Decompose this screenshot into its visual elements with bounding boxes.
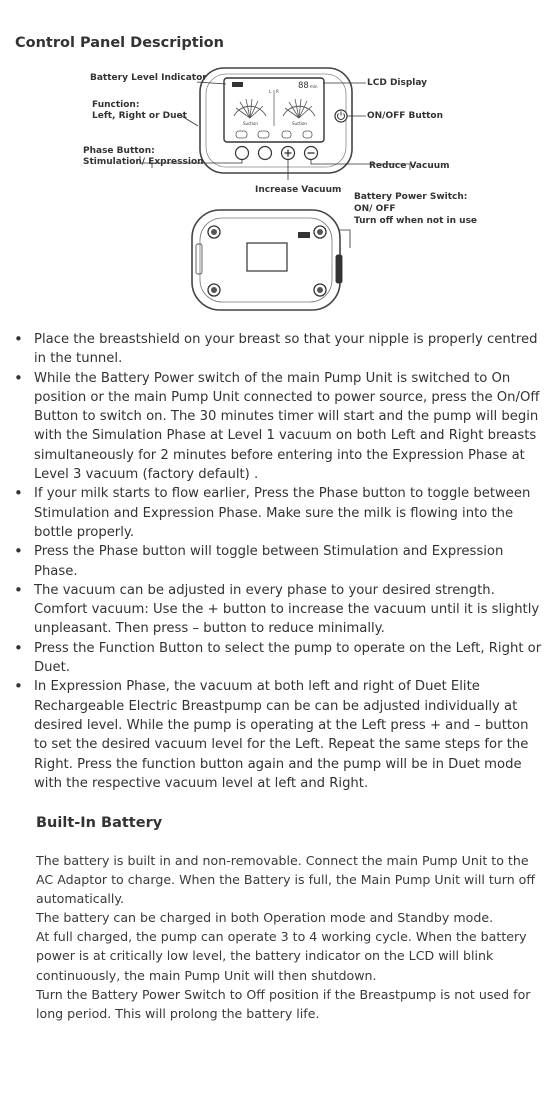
lcd-left-mark: L (269, 89, 272, 94)
label-battery-power-switch: Battery Power Switch: ON/ OFF Turn off when not in use (354, 192, 478, 226)
list-item: • If your milk starts to flow earlier, Press the Phase button to toggle between Stimulation and Expression Phase. Make sure the milk is flowing into the bottle properly. (14, 484, 544, 542)
label-increase-vacuum: Increase Vacuum (255, 185, 342, 195)
battery-text-block (36, 851, 541, 1023)
function-button (259, 147, 272, 160)
lcd-timer-unit: min (310, 84, 318, 89)
battery-compartment (247, 243, 287, 271)
label-function: Function: Left, Right or Duet (92, 100, 187, 121)
list-item: • Press the Function Button to select the pump to operate on the Left, Right or Duet. (14, 639, 544, 678)
battery-paragraph: At full charged, the pump can operate 3 to 4 working cycle. When the battery power is at critically low level, the battery indicator on the LCD will blink continuously, the main Pump Unit will then shutdown. (36, 929, 527, 983)
lcd-right-caption: Suction (292, 121, 307, 126)
instructions-list (14, 330, 544, 793)
battery-paragraph: The battery can be charged in both Operation mode and Standby mode. (36, 910, 494, 926)
list-item: • The vacuum can be adjusted in every phase to your desired strength. Comfort vacuum: Use the + button to increase the vacuum until it is slightly unpleasant. Then press – button to reduce minimally. (14, 581, 544, 639)
label-onoff-button: ON/OFF Button (367, 111, 444, 121)
label-reduce-vacuum: Reduce Vacuum (369, 161, 450, 171)
phase-button (236, 147, 249, 160)
lcd-left-caption: Suction (243, 121, 258, 126)
list-item: • While the Battery Power switch of the main Pump Unit is switched to On position or the main Pump Unit connected to power source, press the On/Off Button to switch on. The 30 minutes timer will start and the pump will begin with the Simulation Phase at Level 1 vacuum on both Left and Right breasts simultaneously for 2 minutes before entering into the Expression Phase at Level 3 vacuum (factory default) . (14, 369, 544, 485)
battery-level-icon (232, 82, 243, 87)
lcd-right-mark: R (276, 89, 279, 94)
list-item: • Press the Phase button will toggle between Stimulation and Expression Phase. (14, 542, 544, 581)
section-title-control-panel: Control Panel Description (15, 35, 224, 51)
label-battery-level-indicator: Battery Level Indicator (90, 73, 207, 83)
lcd-timer: 88 (298, 81, 309, 91)
power-switch-slider (336, 255, 342, 283)
battery-paragraph: Turn the Battery Power Switch to Off position if the Breastpump is not used for long period. This will prolong the battery life. (36, 986, 531, 1021)
section-title-built-in-battery: Built-In Battery (36, 815, 163, 831)
battery-paragraph: The battery is built in and non-removable. Connect the main Pump Unit to the AC Adaptor to charge. When the Battery is full, the Main Pump Unit will turn off automatically. (36, 853, 536, 907)
label-phase-button: Phase Button: Stimulation/ Expression (83, 146, 204, 167)
list-item: • In Expression Phase, the vacuum at both left and right of Duet Elite Rechargeable Electric Breastpump can be can be adjusted individually at desired level. While the pump is operating at the Left press + and – button to set the desired vacuum level for the Left. Repeat the same steps for the Right. Press the function button again and the pump will be in Duet mode with the respective vacuum level at left and Right. (14, 677, 544, 793)
label-lcd-display: LCD Display (367, 78, 428, 88)
list-item: • Place the breastshield on your breast so that your nipple is properly centred in the tunnel. (14, 330, 544, 369)
control-panel-diagram (0, 60, 557, 320)
